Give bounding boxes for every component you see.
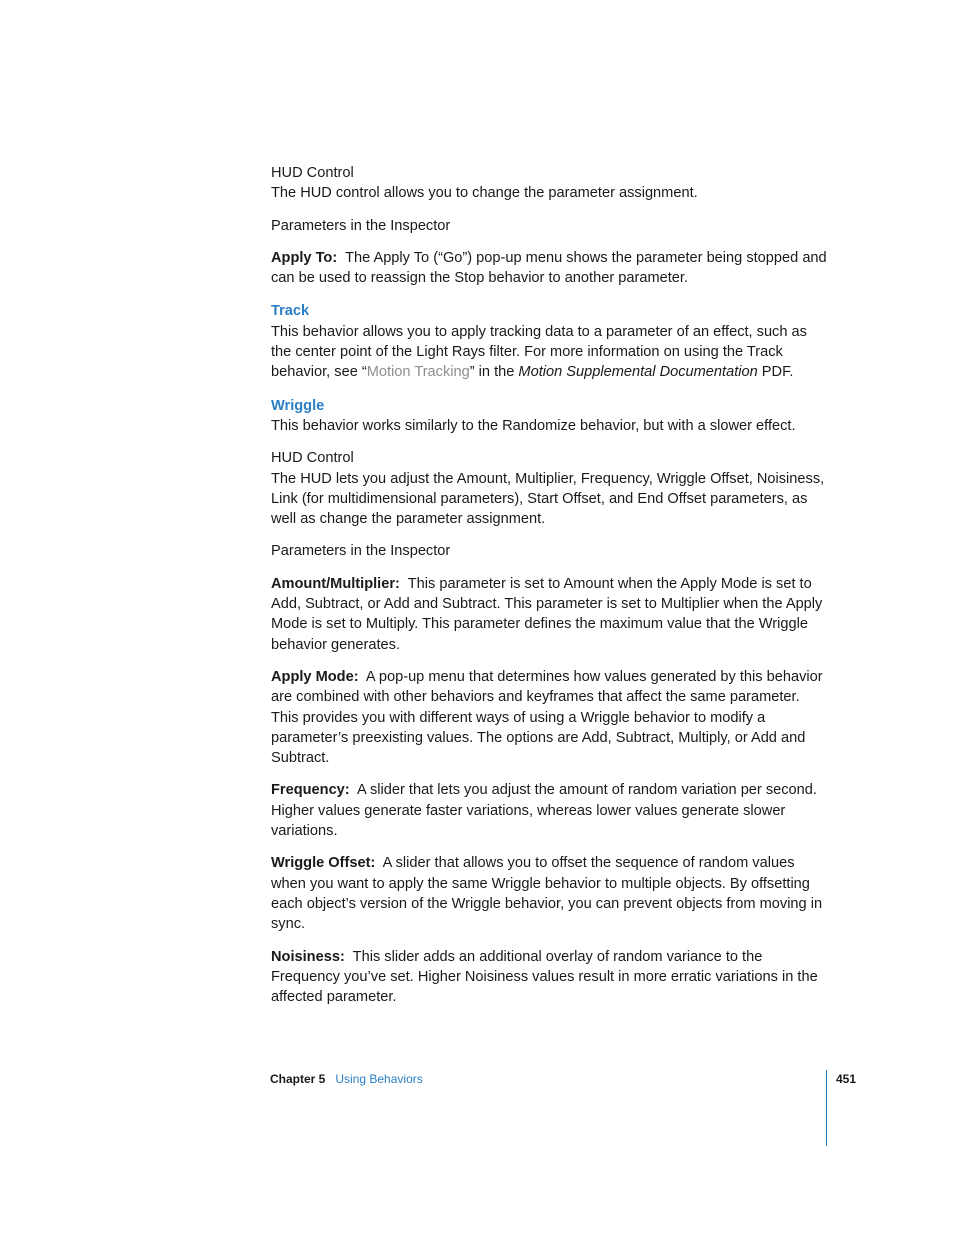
- param-wriggle-offset: [271, 853, 827, 934]
- param-desc: A slider that allows you to offset the sequence of random values when you want to apply the same Wriggle behavior to multiple objects. By offsetting each object’s version of the Wriggle behavior, you can prevent objects from moving in sync.: [271, 855, 823, 933]
- track-text-1: This behavior allows you to apply tracking data to a parameter of an effect, such as the center point of the Light Rays filter. For more information on using the Track behavior, see “: [271, 323, 807, 381]
- param-desc: This slider adds an additional overlay of random variance to the Frequency you’ve set. Higher Noisiness values result in more erratic variations in the affected parameter.: [271, 948, 818, 1006]
- param-amount-multiplier: [271, 574, 827, 655]
- section-heading-track: Track: [271, 303, 310, 320]
- paragraph-wriggle: This behavior works similarly to the Randomize behavior, but with a slower effect.: [271, 417, 796, 434]
- param-desc: The Apply To (“Go”) pop-up menu shows the parameter being stopped and can be used to reassign the Stop behavior to another parameter.: [271, 249, 827, 287]
- param-apply-to: [271, 248, 827, 289]
- param-term: Amount/Multiplier:: [271, 575, 400, 592]
- param-noisiness: [271, 947, 827, 1008]
- subheading-hud-control-2: HUD Control: [271, 450, 354, 467]
- page-number: 451: [836, 1072, 857, 1086]
- param-term: Apply Mode:: [271, 668, 359, 685]
- param-desc: A slider that lets you adjust the amount of random variation per second. Higher values generate faster variations, whereas lower values generate slower variations.: [271, 782, 817, 840]
- param-frequency: [271, 780, 827, 841]
- track-text-2: ” in the: [469, 364, 519, 381]
- param-term: Wriggle Offset:: [271, 855, 376, 872]
- param-term: Apply To:: [271, 249, 338, 266]
- footer-chapter: Chapter 5: [270, 1072, 326, 1086]
- param-desc: This parameter is set to Amount when the Apply Mode is set to Add, Subtract, or Add and Subtract. This parameter is set to Multiplier when the Apply Mode is set to Multiply. This parameter defines the maximum value that the Wriggle behavior generates.: [271, 575, 823, 653]
- footer-divider: [826, 1070, 827, 1146]
- section-heading-wriggle: Wriggle: [271, 397, 325, 414]
- param-term: Noisiness:: [271, 948, 345, 965]
- link-motion-tracking[interactable]: Motion Tracking: [366, 364, 470, 381]
- footer-chapter-title[interactable]: Using Behaviors: [335, 1072, 423, 1086]
- track-text-3: PDF.: [757, 364, 794, 381]
- param-term: Frequency:: [271, 782, 350, 799]
- paragraph-hud-control: The HUD control allows you to change the parameter assignment.: [271, 185, 698, 202]
- page-content: [271, 163, 827, 1007]
- page-footer: [270, 1072, 423, 1086]
- subheading-hud-control: HUD Control: [271, 165, 354, 181]
- paragraph-hud-control-2: The HUD lets you adjust the Amount, Multiplier, Frequency, Wriggle Offset, Noisiness, Link (for multidimensional parameters), Start Offset, and End Offset parameters, as well as change the parameter assignment.: [271, 470, 825, 528]
- param-desc: A pop-up menu that determines how values generated by this behavior are combined with other behaviors and keyframes that affect the same parameter. This provides you with different ways of using a Wriggle behavior to modify a parameter’s preexisting values. The options are Add, Subtract, Multiply, or Add and Subtract.: [271, 668, 823, 767]
- paragraph-track: [271, 322, 827, 383]
- param-apply-mode: [271, 667, 827, 768]
- subheading-inspector-params: Parameters in the Inspector: [271, 217, 451, 234]
- subheading-inspector-params-2: Parameters in the Inspector: [271, 543, 451, 560]
- track-doc-title: Motion Supplemental Documentation: [518, 364, 758, 381]
